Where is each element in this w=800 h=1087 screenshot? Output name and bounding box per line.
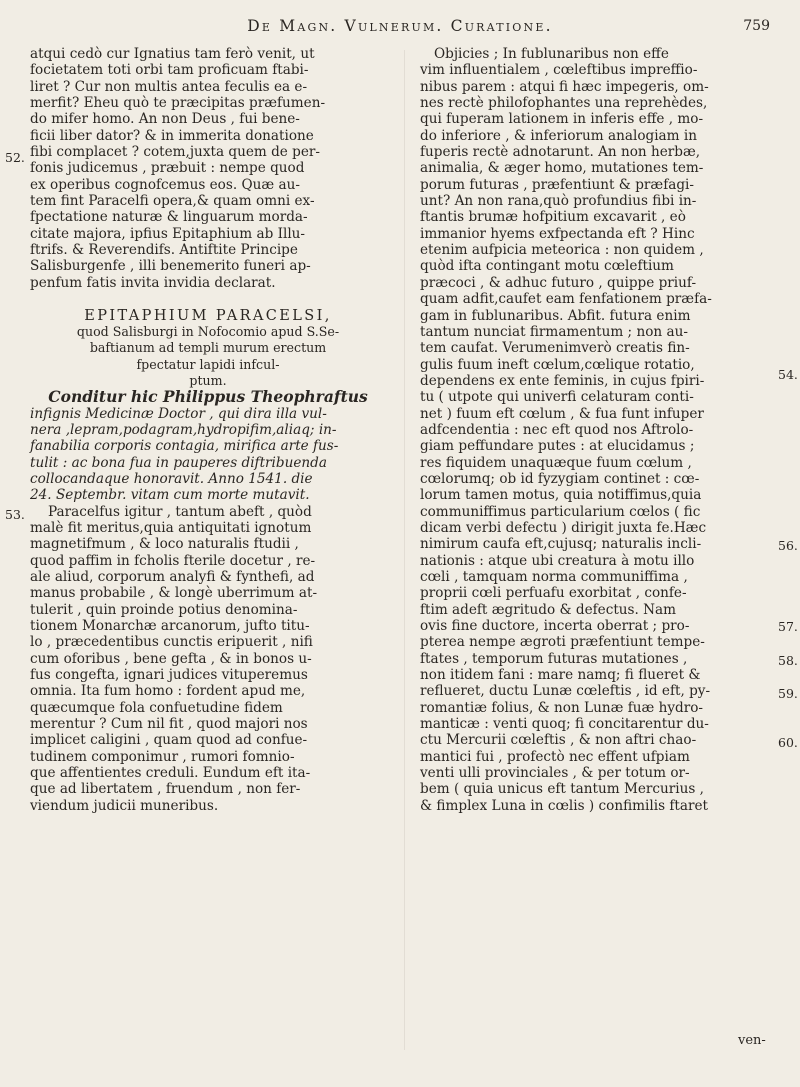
epitaph-line: infignis Medicinæ Doctor , qui dira illa vul- bbox=[30, 405, 327, 422]
text-line: fus congefta, ignari judices vituperemus bbox=[30, 667, 308, 684]
epitaph-line: fanabilia corporis contagia, mirifica arte fus- bbox=[30, 438, 339, 455]
text-line: liret ? Cur non multis antea feculis ea e- bbox=[30, 78, 308, 95]
page-header bbox=[30, 17, 770, 43]
text-line: vim influentialem , cœleftibus impreffio- bbox=[420, 62, 698, 79]
text-line: fuperis rectè adnotarunt. An non herbæ, bbox=[420, 144, 701, 161]
text-line: tem fint Paracelfi opera,& quam omni ex- bbox=[30, 193, 315, 210]
text-line: ftrifs. & Reverendifs. Antiftite Principe bbox=[30, 242, 298, 259]
text-line: lorum tamen motus, quia notiffimus,quia bbox=[420, 487, 702, 504]
text-line: porum futuras , præfentiunt & præfagi- bbox=[420, 176, 694, 193]
margin-number: 58. bbox=[778, 653, 798, 668]
text-line: quæcumque fola confuetudine fidem bbox=[30, 699, 283, 716]
text-line: proprii cœli perfuafu exorbitat , confe- bbox=[420, 585, 687, 602]
text-line: mantici fui , profectò nec effent ufpiam bbox=[420, 748, 690, 765]
text-line: dependens ex ente feminis, in cujus fpiri- bbox=[420, 372, 705, 389]
text-line: implicet caligini , quam quod ad confue- bbox=[30, 732, 308, 749]
text-line: res fiquidem unaquæque fuum cœlum , bbox=[420, 454, 692, 471]
margin-number: 56. bbox=[778, 538, 798, 553]
text-line: fpectatione naturæ & linguarum morda- bbox=[30, 209, 308, 226]
column-gutter bbox=[404, 50, 405, 1050]
text-line: unt? An non rana,quò profundius fibi in- bbox=[420, 193, 697, 210]
text-line: immanior hyems exfpectanda eft ? Hinc bbox=[420, 225, 695, 242]
epitaph-caption: ptum. bbox=[189, 372, 227, 388]
text-line: merfit? Eheu quò te præcipitas præfumen- bbox=[30, 95, 326, 112]
text-line: Salisburgenfe , illi benemerito funeri ap- bbox=[30, 258, 311, 275]
margin-number: 54. bbox=[778, 367, 798, 382]
text-line: reflueret, ductu Lunæ cœleftis , id eft, py- bbox=[420, 683, 711, 700]
margin-number: 57. bbox=[778, 619, 798, 634]
text-line: nibus parem : atqui fi hæc impegeris, om- bbox=[420, 78, 709, 95]
text-line: adfcendentia : nec eft quod nos Aftrolo- bbox=[420, 421, 694, 438]
text-line: gulis fuum ineft cœlum,cœlique rotatio, bbox=[420, 356, 695, 373]
text-line: magnetifmum , & loco naturalis ftudii , bbox=[30, 536, 299, 553]
text-line: tantum nunciat firmamentum ; non au- bbox=[420, 323, 688, 340]
text-line: pterea nempe ægroti præfentiunt tempe- bbox=[420, 634, 705, 651]
right-column bbox=[420, 46, 774, 814]
running-head: De Magn. Vulnerum. Curatione. bbox=[247, 17, 553, 35]
text-line: focietatem toti orbi tam proficuam ftabi- bbox=[30, 62, 309, 79]
text-line: malè fit meritus,quia antiquitati ignotum bbox=[30, 519, 312, 536]
text-line: tudinem componimur , rumori fomnio- bbox=[30, 748, 295, 765]
epitaph-caption: quod Salisburgi in Nofocomio apud S.Se- bbox=[76, 323, 340, 339]
text-line: ctu Mercurii cœleftis , & non aftri chao- bbox=[420, 732, 697, 749]
margin-number: 52. bbox=[5, 150, 25, 165]
margin-number: 60. bbox=[778, 735, 798, 750]
text-line: net ) fuum eft cœlum , & fua funt infuper bbox=[420, 405, 704, 422]
text-line: communiffimus particularium cœlos ( fic bbox=[420, 503, 701, 520]
text-line: cum oforibus , bene gefta , & in bonos u- bbox=[30, 650, 312, 667]
text-line: præcoci , & adhuc futuro , quippe priuf- bbox=[420, 274, 697, 291]
left-column bbox=[30, 46, 386, 814]
text-line: manus probabile , & longè uberrimum at- bbox=[30, 585, 318, 602]
text-line: bem ( quia unicus eft tantum Mercurius , bbox=[420, 781, 704, 798]
epitaph-caption: fpectatur lapidi infcul- bbox=[136, 356, 280, 372]
text-line: atqui cedò cur Ignatius tam ferò venit, ut bbox=[30, 46, 315, 62]
text-line: tu ( utpote qui univerfi celaturam conti- bbox=[420, 389, 694, 406]
text-line: nationis : atque ubi creatura à motu illo bbox=[420, 552, 695, 569]
text-line: nimirum caufa eft,cujusq; naturalis incli- bbox=[420, 536, 702, 553]
epitaph-line: tulit : ac bona fua in pauperes diftribuenda bbox=[30, 454, 327, 471]
text-line: ovis fine ductore, incerta oberrat ; pro- bbox=[420, 618, 690, 635]
text-line: merentur ? Cum nil fit , quod majori nos bbox=[30, 716, 308, 733]
text-line: ale aliud, corporum analyfi & fynthefi, ad bbox=[30, 569, 315, 585]
text-line: quod paffim in fcholis fterile docetur , re- bbox=[30, 552, 316, 569]
text-line: cœli , tamquam norma communiffima , bbox=[420, 569, 688, 585]
text-line: nes rectè philofophantes una reprehèdes, bbox=[420, 95, 708, 112]
text-line: penfum fatis invita invidia declarat. bbox=[30, 274, 276, 291]
text-line: do mifer homo. An non Deus , fui bene- bbox=[30, 111, 300, 128]
text-line: quòd ifta contingant motu cœleftium bbox=[420, 258, 674, 275]
text-line: fonis judicemus , præbuit : nempe quod bbox=[30, 160, 305, 177]
text-line: do inferiore , & inferiorum analogiam in bbox=[420, 127, 697, 144]
text-line: Objicies ; In fublunaribus non effe bbox=[434, 46, 669, 62]
margin-number: 59. bbox=[778, 686, 798, 701]
blank-line bbox=[30, 291, 386, 307]
text-line: tionem Monarchæ arcanorum, jufto titu- bbox=[30, 618, 310, 635]
text-line: Paracelfus igitur , tantum abeft , quòd bbox=[48, 503, 312, 520]
text-line: & fimplex Luna in cœlis ) confimilis ftaret bbox=[420, 797, 708, 814]
text-line: fibi complacet ? cotem,juxta quem de per- bbox=[30, 144, 320, 161]
text-line: quam adfit,caufet eam fenfationem præfa- bbox=[420, 291, 712, 308]
text-line: animalia, & æger homo, mutationes tem- bbox=[420, 160, 704, 177]
text-line: qui fuperam lationem in inferis effe , mo- bbox=[420, 111, 704, 128]
text-line: tulerit , quin proinde potius denomina- bbox=[30, 601, 298, 618]
text-line: que ad libertatem , fruendum , non fer- bbox=[30, 781, 301, 798]
text-line: gam in fublunaribus. Abfit. futura enim bbox=[420, 307, 691, 324]
text-line: non itidem fani : mare namq; fi flueret & bbox=[420, 667, 701, 684]
text-line: que affentientes creduli. Eundum eft ita- bbox=[30, 765, 311, 782]
epitaph-line: collocandaque honoravit. Anno 1541. die bbox=[30, 470, 313, 487]
text-line: ex operibus cognofcemus eos. Quæ au- bbox=[30, 176, 300, 193]
text-line: lo , præcedentibus cunctis eripuerit , nifi bbox=[30, 634, 313, 651]
epitaph-caption: baftianum ad templi murum erectum bbox=[89, 340, 327, 356]
text-line: ftates , temporum futuras mutationes , bbox=[420, 650, 688, 667]
text-line: viendum judicii muneribus. bbox=[30, 797, 219, 814]
text-line: ftim adeft ægritudo & defectus. Nam bbox=[420, 601, 677, 618]
margin-number: 53. bbox=[5, 507, 25, 522]
text-line: manticæ : venti quoq; fi concitarentur du- bbox=[420, 716, 709, 733]
catchword: ven- bbox=[738, 1033, 766, 1048]
text-line: omnia. Ita fum homo : fordent apud me, bbox=[30, 683, 306, 700]
text-line: venti ulli provinciales , & per totum or- bbox=[420, 765, 690, 782]
text-line: romantiæ folius, & non Lunæ fuæ hydro- bbox=[420, 699, 703, 716]
epitaph-first-line: Conditur hic Philippus Theophraftus bbox=[48, 387, 368, 407]
epitaph-line: nera ,lepram,podagram,hydropifim,aliaq; in- bbox=[30, 421, 337, 438]
text-line: dicam verbi defectu ) dirigit juxta fe.Hæc bbox=[420, 519, 707, 536]
text-line: citate majora, ipfius Epitaphium ab Illu- bbox=[30, 225, 306, 242]
epitaph-heading: EPITAPHIUM PARACELSI, bbox=[84, 307, 332, 324]
epitaph-line: 24. Septembr. vitam cum morte mutavit. bbox=[30, 487, 310, 504]
text-line: cœlorumq; ob id fyzygiam continet : cœ- bbox=[420, 470, 700, 487]
text-line: etenim aufpicia meteorica : non quidem , bbox=[420, 242, 704, 259]
page-number: 759 bbox=[743, 18, 770, 34]
text-line: giam peffundare putes : at elucidamus ; bbox=[420, 438, 695, 455]
text-line: tem caufat. Verumenimverò creatis fin- bbox=[420, 340, 690, 357]
text-line: ftantis brumæ hofpitium excavarit , eò bbox=[420, 209, 686, 226]
text-line: ficii liber dator? & in immerita donatione bbox=[30, 127, 314, 144]
